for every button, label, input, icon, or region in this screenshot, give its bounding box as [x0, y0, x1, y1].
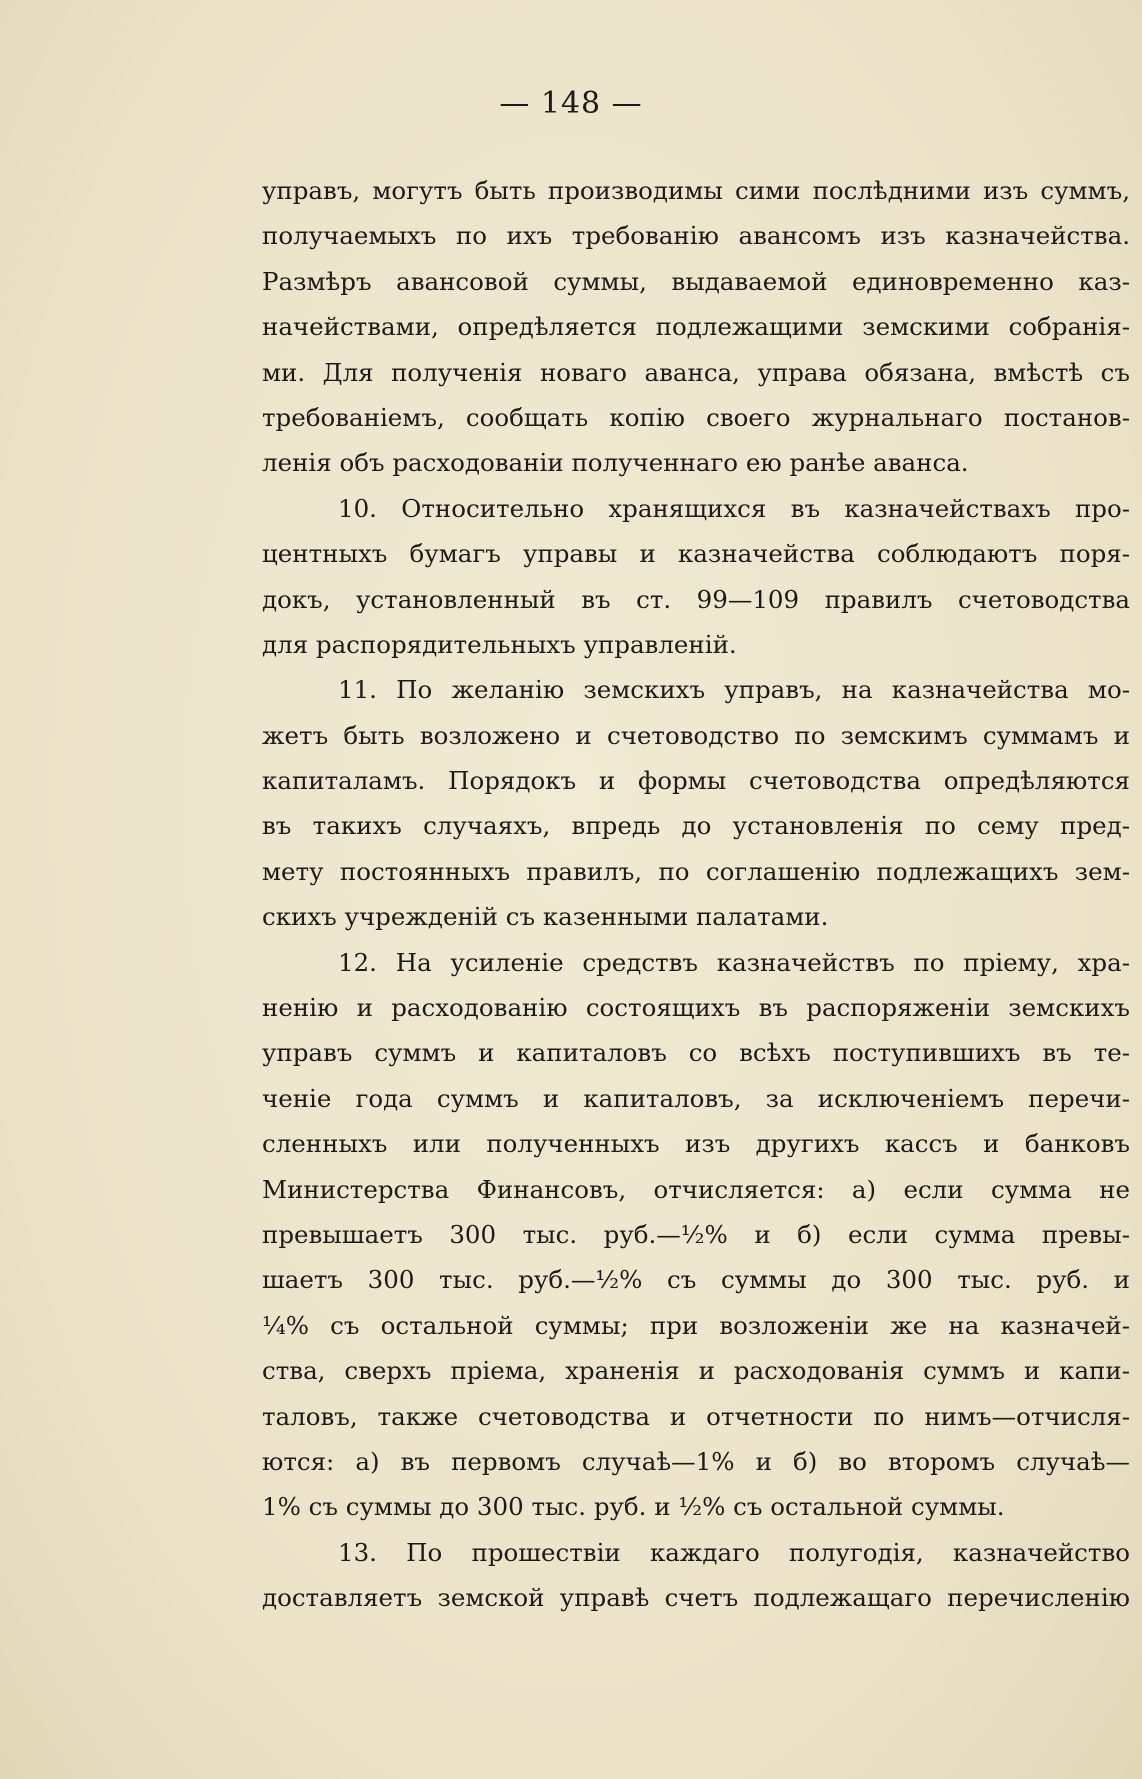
text-line: 1% съ суммы до 300 тыс. руб. и ½% съ остальной суммы.: [262, 1492, 1005, 1522]
text-line: скихъ учрежденій съ казенными палатами.: [262, 902, 829, 932]
paragraph-10-start: 10. Относительно хранящихся въ казначействахъ про-: [338, 493, 1130, 523]
text-line: ства, сверхъ пріема, храненія и расходованія суммъ и капи-: [262, 1356, 1130, 1386]
paragraph-11-start: 11. По желанію земскихъ управъ, на казначейства мо-: [338, 675, 1130, 705]
text-line: ленія объ расходованіи полученнаго ею ранѣе аванса.: [262, 448, 969, 478]
text-line: шаетъ 300 тыс. руб.—½% съ суммы до 300 тыс. руб. и: [262, 1265, 1130, 1295]
text-line: для распорядительныхъ управленій.: [262, 629, 737, 659]
text-line: мету постоянныхъ правилъ, по соглашенію подлежащихъ зем-: [262, 856, 1130, 886]
text-line: ¼% съ остальной суммы; при возложеніи же на казначей-: [262, 1310, 1130, 1340]
text-line: жетъ быть возложено и счетоводство по земскимъ суммамъ и: [262, 720, 1130, 750]
text-line: доставляетъ земской управѣ счетъ подлежащаго перечисленію: [262, 1583, 1130, 1613]
text-line: начействами, опредѣляется подлежащими земскими собранія-: [262, 312, 1130, 342]
text-line: въ такихъ случаяхъ, впредь до установленія по сему пред-: [262, 811, 1130, 841]
text-line: капиталамъ. Порядокъ и формы счетоводства опредѣляются: [262, 766, 1130, 796]
paragraph-13-start: 13. По прошествіи каждаго полугодія, казначейство: [338, 1537, 1130, 1567]
text-line: превышаетъ 300 тыс. руб.—½% и б) если сумма превы-: [262, 1219, 1130, 1249]
page-number: — 148 —: [499, 86, 643, 121]
text-line: сленныхъ или полученныхъ изъ другихъ кассъ и банковъ: [262, 1129, 1130, 1159]
text-line: управъ суммъ и капиталовъ со всѣхъ поступившихъ въ те-: [262, 1038, 1130, 1068]
text-line: ненію и расходованію состоящихъ въ распоряженіи земскихъ: [262, 993, 1130, 1023]
text-line: центныхъ бумагъ управы и казначейства соблюдаютъ поря-: [262, 539, 1130, 569]
text-line: ченіе года суммъ и капиталовъ, за исключеніемъ перечи-: [262, 1083, 1130, 1113]
text-line: управъ, могутъ быть производимы сими послѣдними изъ суммъ,: [262, 176, 1130, 205]
text-line: Размѣръ авансовой суммы, выдаваемой единовременно каз-: [262, 266, 1130, 296]
text-line: Министерства Финансовъ, отчисляется: а) если сумма не: [262, 1174, 1130, 1204]
paragraph-12-start: 12. На усиленіе средствъ казначействъ по пріему, хра-: [338, 947, 1130, 977]
text-line: докъ, установленный въ ст. 99—109 правилъ счетоводства: [262, 584, 1130, 614]
text-line: ются: а) въ первомъ случаѣ—1% и б) во второмъ случаѣ—: [262, 1446, 1130, 1476]
text-line: получаемыхъ по ихъ требованію авансомъ изъ казначейства.: [262, 221, 1130, 251]
text-line: требованіемъ, сообщать копію своего журнальнаго постанов-: [262, 402, 1130, 432]
text-line: ми. Для полученія новаго аванса, управа обязана, вмѣстѣ съ: [262, 357, 1130, 387]
body-text: [262, 168, 1130, 1621]
text-line: таловъ, также счетоводства и отчетности по нимъ—отчисля-: [262, 1401, 1130, 1431]
